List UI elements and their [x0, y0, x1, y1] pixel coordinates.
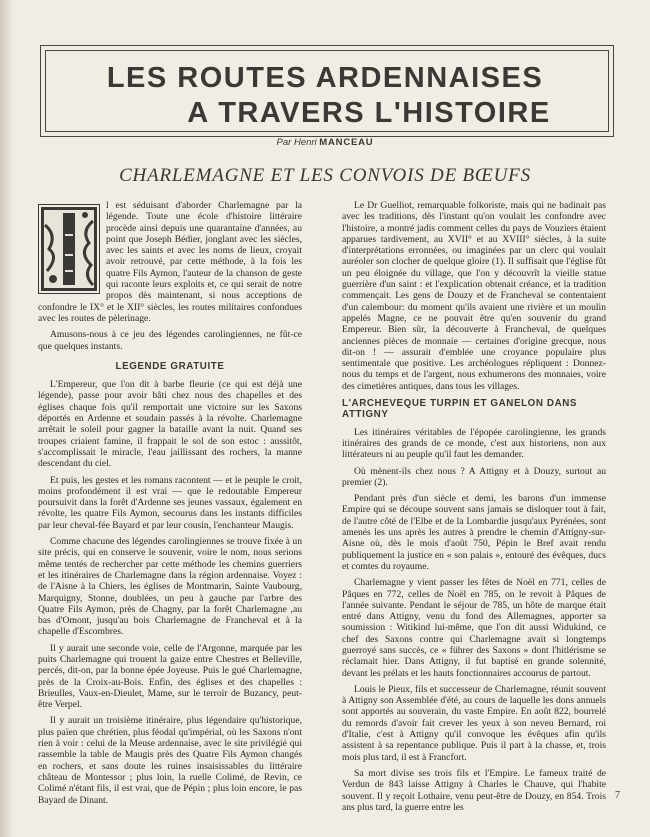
paragraph: Pendant près d'un siècle et demi, les barons d'un immense Empire qui se découpe souvent sans jamais se disloquer tout à fait, de l'autre côté de l'Elbe et de la Lombardie jusqu'aux Pyrénées, sont amenés les uns après les autres à prendre le chemin d'Attigny-sur-Aisne où, dès le mois d'août 750, Pépin le Bref avait rendu publiquement la justice en « son palais », entouré des évêques, ducs et comtes du royaume.	[342, 493, 606, 572]
article-title-line2: A TRAVERS L'HISTOIRE	[187, 97, 551, 129]
paragraph: Le Dr Guelliot, remarquable folkoriste, mais qui ne badinait pas avec les traditions, dès l'instant qu'on voulait les confondre avec l'histoire, a montré jadis comment celles du pays de Vouziers étaient apparues tardivement, au XVII° et au XVIII° siècles, à la suite d'interprétations erronnées, ou imaginées par un clerc qui voulait auréoler son clocher de quelque gloire (1). Il suffisait que l'église fût un peu éloignée du village, que l'on y découvrît la vieille statue guerrière d'un saint : et l'explication obtenait créance, et la tradition commençait. Les gens de Douzy et de Francheval se contentaient d'un calembour: du moment qu'ils avaient une rivière et un moulin appelés Magne, ce ne pouvait être qu'en souvenir du grand Empereur. Bien sûr, la découverte à Francheval, de quelques anciennes pièces de monnaie — certaines d'origine grecque, nous dit-on ! — assurait d'emblée une croyance populaire plus sentimentale que positive. Les archéologues répliquent : Donnez-nous du temps et de l'argent, nous exhumerons des monnaies, voire des cimetières antiques, dans tous les villages.	[342, 200, 606, 392]
paragraph: Il y aurait un troisième itinéraire, plus légendaire qu'historique, plus païen que chrétien, plus féodal qu'impérial, où les Saxons n'ont rien à voir : celui de la Meuse ardennaise, avec le site privilégié qui rassemble la table de Maugis près des Quatre Fils Aymon changés en rochers, et sans doute les ruines insaisissables du littéraire château de Montessor ; plus loin, la ruelle Colimé, de Revin, ce Colimé n'étant fils, il est vrai, que de Pépin ; plus loin encore, le pas Bayard de Dinant.	[38, 715, 302, 806]
subheading-turpin-ganelon: L'ARCHEVEQUE TURPIN ET GANELON DANS ATTIGNY	[342, 398, 578, 421]
paragraph: Les itinéraires véritables de l'épopée carolingienne, les grands itinéraires des grands de ce monde, c'est aux historiens, non aux littérateurs ni au peuple qu'il faut les demander.	[342, 426, 606, 461]
paragraph: Où mènent-ils chez nous ? A Attigny et à Douzy, surtout au premier (2).	[342, 465, 606, 488]
paragraph: l est séduisant d'aborder Charlemagne par la légende. Toute une école d'histoire littéraire procède ainsi depuis une quarantaine d'années, au point que Joseph Bédier, jonglant avec les siècles, avec les saints et avec les noms de lieux, croyait avoir retrouvé, par cette méthode, à la fois les quatre Fils Aymon, l'auteur de la chanson de geste qui raconte leurs exploits et, ce qui serait de notre propos dès maintenant, si nous acceptions de confondre le IX° et le XII° siècles, les routes militaires confondues avec les routes de pèlerinage.	[38, 200, 302, 324]
byline-prefix: Par Henri	[276, 137, 317, 148]
paragraph: Comme chacune des légendes carolingiennes se trouve fixée à un site précis, qui en conserve le souvenir, voire le nom, nous serions même tentés de rechercher par cette méthode les chemins guerriers et les itinéraires de Charlemagne dans la région ardennaise. Voyez : de l'Aisne à la Chiers, les églises de Montmarin, Sainte Vaubourg, Marquigny, Stonne, doublées, un peu à gauche par l'arbre des Quatre Fils Aymon, près de Chagny, par la forêt Charlemagne ,au bas d'Omont, jusqu'au bois Charlemagne de Francheval et à la chapelle d'Escombres.	[38, 536, 302, 638]
section-title: CHARLEMAGNE ET LES CONVOIS DE BŒUFS	[119, 165, 531, 186]
paragraph: L'Empereur, que l'on dit à barbe fleurie (ce qui est déjà une légende), passe pour avoir bâti chez nous des chapelles et des églises chaque fois qu'il remportait une victoire sur les Saxons déportés en Ardenne et soudain passés à la révolte. Charlemagne arrêtait le soleil pour gagner la bataille avant la nuit. Quand ses troupes criaient famine, il frappait le sol de son estoc : aussitôt, s'accomplissait le miracle, l'eau jaillissant des rochers, la manne descendant du ciel.	[38, 379, 302, 470]
paragraph: Louis le Pieux, fils et successeur de Charlemagne, réunit souvent à Attigny son Assemblée d'été, au cours de laquelle les dons annuels sont apportés au souverain, du vaste Empire. En août 822, bourrelé du remords d'avoir fait crever les yeux à son neveu Bernard, roi d'Italie, c'est à Attigny qu'il convoque les évêques afin qu'ils assistent à sa repentance publique. Puis il part à la chasse, et, trois mois plus tard, il est à Francfort.	[342, 683, 606, 763]
binding-shadow	[0, 0, 16, 837]
subheading-legende-gratuite: LEGENDE GRATUITE	[115, 360, 225, 372]
author-name: MANCEAU	[319, 137, 374, 148]
paragraph: Charlemagne y vient passer les fêtes de Noël en 771, celles de Pâques en 772, celles de Noël en 785, on le revoit à Pâques de l'année suivante. Pendant le séjour de 785, un hôte de marque était entré dans Attigny, venu du fond des Allemagnes, apporter sa soumission : Witikind lui-même, que l'on dit aussi Widukind, ce chef des Saxons contre qui Charlemagne avait si longtemps guerroyé sans succès, ce « führer des Saxons » dont l'hitlérisme se réclamait hier. Dans Attigny, il fut baptisé en grande solennité, devant les prélats et les hauts fonctionnaires accourus de partout.	[342, 577, 606, 679]
paragraph: Amusons-nous à ce jeu des légendes carolingiennes, ne fût-ce que quelques instants.	[38, 329, 302, 352]
page-number: 7	[615, 790, 620, 801]
drop-cap-illustration	[38, 204, 100, 294]
paragraph: Sa mort divise ses trois fils et l'Empire. Le fameux traité de Verdun de 843 laisse Attigny à Charles le Chauve, qui l'habite souvent. Il y reçoit Lothaire, venu peut-être de Douzy, en 854. Trois ans plus tard, la guerre entre les	[342, 767, 606, 813]
byline	[0, 137, 650, 148]
paragraph: Il y aurait une seconde voie, celle de l'Argonne, marquée par les puits Charlemagne qui trouent la gaize entre Chestres et Belleville, percés, dit-on, par la bonne épée Joyeuse. Puis le gué Charlemagne, près de la Croix-au-Bois. Enfin, des églises et des chapelles : Brieulles, Vaux-en-Dieulet, Mame, sur le terroir de Buzancy, peut-être Verpel.	[38, 642, 302, 711]
left-column	[38, 200, 302, 811]
woodcut-i-icon	[39, 205, 99, 293]
article-title-line1: LES ROUTES ARDENNAISES	[106, 62, 544, 94]
paragraph: Et puis, les gestes et les romans racontent — et le peuple le croit, moins profondément il est vrai — que le redoutable Empereur poursuivit dans la forêt d'Ardenne ses jeunes vassaux, également en révolte, les quatre Fils Aymon, secourus dans les instants difficiles par leur cheval-fée Bayard et par leur cousin, l'enchanteur Maugis.	[38, 474, 302, 531]
right-column	[342, 200, 606, 818]
